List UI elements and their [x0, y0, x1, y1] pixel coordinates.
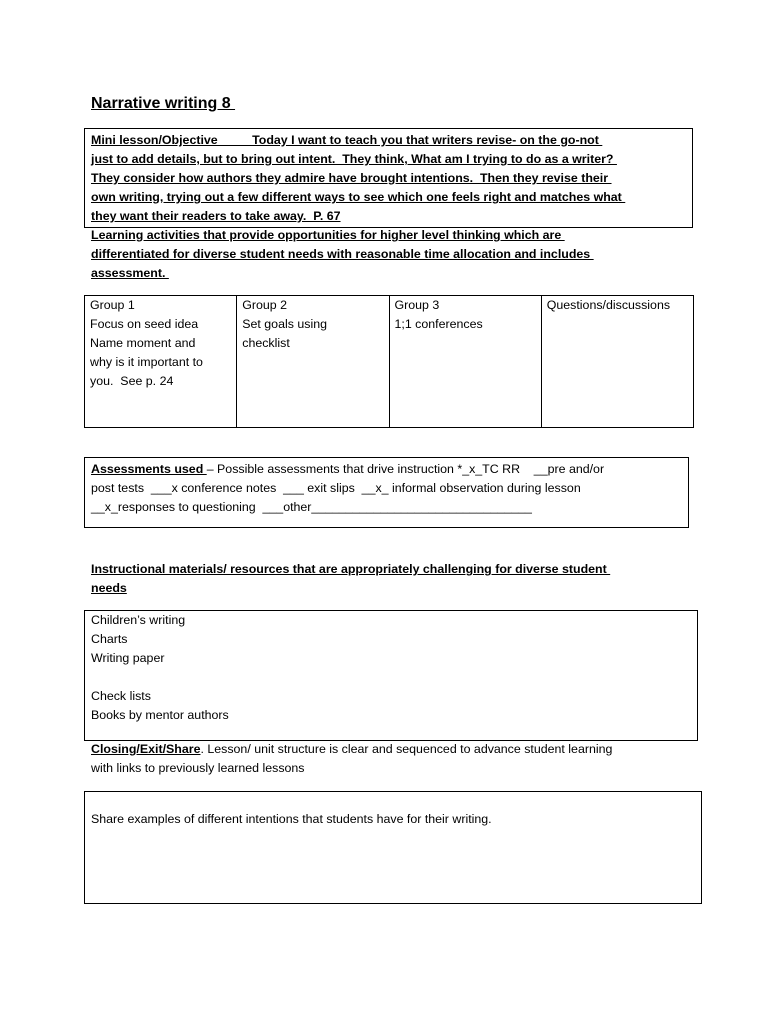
closing-line-1-text: . Lesson/ unit structure is clear and sequenced to advance student learning — [200, 742, 613, 756]
group-1-cell — [85, 296, 237, 428]
closing-line-1 — [91, 740, 701, 759]
assessments-line-3: __x_responses to questioning ___other________________________________ — [91, 500, 532, 514]
group-1-line: Name moment and — [90, 336, 196, 350]
mini-lesson-line: they want their readers to take away. P. 67 — [91, 209, 341, 223]
materials-item: Charts — [91, 632, 128, 646]
materials-item: Writing paper — [91, 651, 165, 665]
assessments-line-1 — [91, 460, 682, 479]
assessments-label: Assessments used — [91, 462, 207, 476]
materials-item: Books by mentor authors — [91, 708, 229, 722]
materials-box — [84, 610, 698, 741]
group-2-line: Set goals using — [242, 317, 327, 331]
share-text: Share examples of different intentions that students have for their writing. — [91, 812, 492, 826]
closing-label: Closing/Exit/Share — [91, 742, 201, 756]
learning-activities-heading — [91, 226, 691, 283]
questions-cell — [541, 296, 693, 428]
assessments-box — [84, 457, 689, 528]
questions-line: Questions/discussions — [546, 298, 671, 312]
mini-lesson-line: own writing, trying out a few different ways to see which one feels right and matches what — [91, 190, 626, 204]
group-1-line: you. See p. 24 — [90, 374, 174, 388]
page-title: Narrative writing 8 — [91, 95, 236, 112]
materials-item — [91, 668, 691, 687]
groups-row — [85, 296, 694, 428]
closing-section — [91, 740, 701, 778]
materials-item: Children’s writing — [91, 613, 186, 627]
group-2-line: Group 2 — [242, 298, 288, 312]
group-1-line: Group 1 — [90, 298, 135, 312]
learning-activities-line: Learning activities that provide opportunities for higher level thinking which are — [91, 228, 565, 242]
mini-lesson-line: just to add details, but to bring out intent. They think, What am I trying to do as a writer? — [91, 152, 617, 166]
group-3-line: 1;1 conferences — [394, 317, 483, 331]
closing-line-2: with links to previously learned lessons — [91, 761, 305, 775]
group-3-cell — [389, 296, 541, 428]
instructional-materials-line: Instructional materials/ resources that are appropriately challenging for diverse student — [91, 562, 611, 576]
assessments-line-2: post tests ___x conference notes ___ exit slips __x_ informal observation during lesson — [91, 481, 581, 495]
share-box — [84, 791, 702, 904]
group-1-line: Focus on seed idea — [90, 317, 199, 331]
mini-lesson-box — [84, 128, 693, 228]
group-2-cell — [237, 296, 389, 428]
assessments-line-1-text: – Possible assessments that drive instruction *_x_TC RR __pre and/or — [206, 462, 605, 476]
groups-table — [84, 295, 694, 428]
instructional-materials-line: needs — [91, 581, 127, 595]
group-2-line: checklist — [242, 336, 290, 350]
group-1-line: why is it important to — [90, 355, 203, 369]
learning-activities-line: assessment. — [91, 266, 169, 280]
materials-item: Check lists — [91, 689, 151, 703]
mini-lesson-line: They consider how authors they admire have brought intentions. Then they revise their — [91, 171, 612, 185]
group-3-line: Group 3 — [394, 298, 440, 312]
instructional-materials-heading — [91, 560, 691, 598]
learning-activities-line: differentiated for diverse student needs with reasonable time allocation and includes — [91, 247, 594, 261]
mini-lesson-line: Mini lesson/Objective Today I want to teach you that writers revise- on the go-not — [91, 133, 603, 147]
